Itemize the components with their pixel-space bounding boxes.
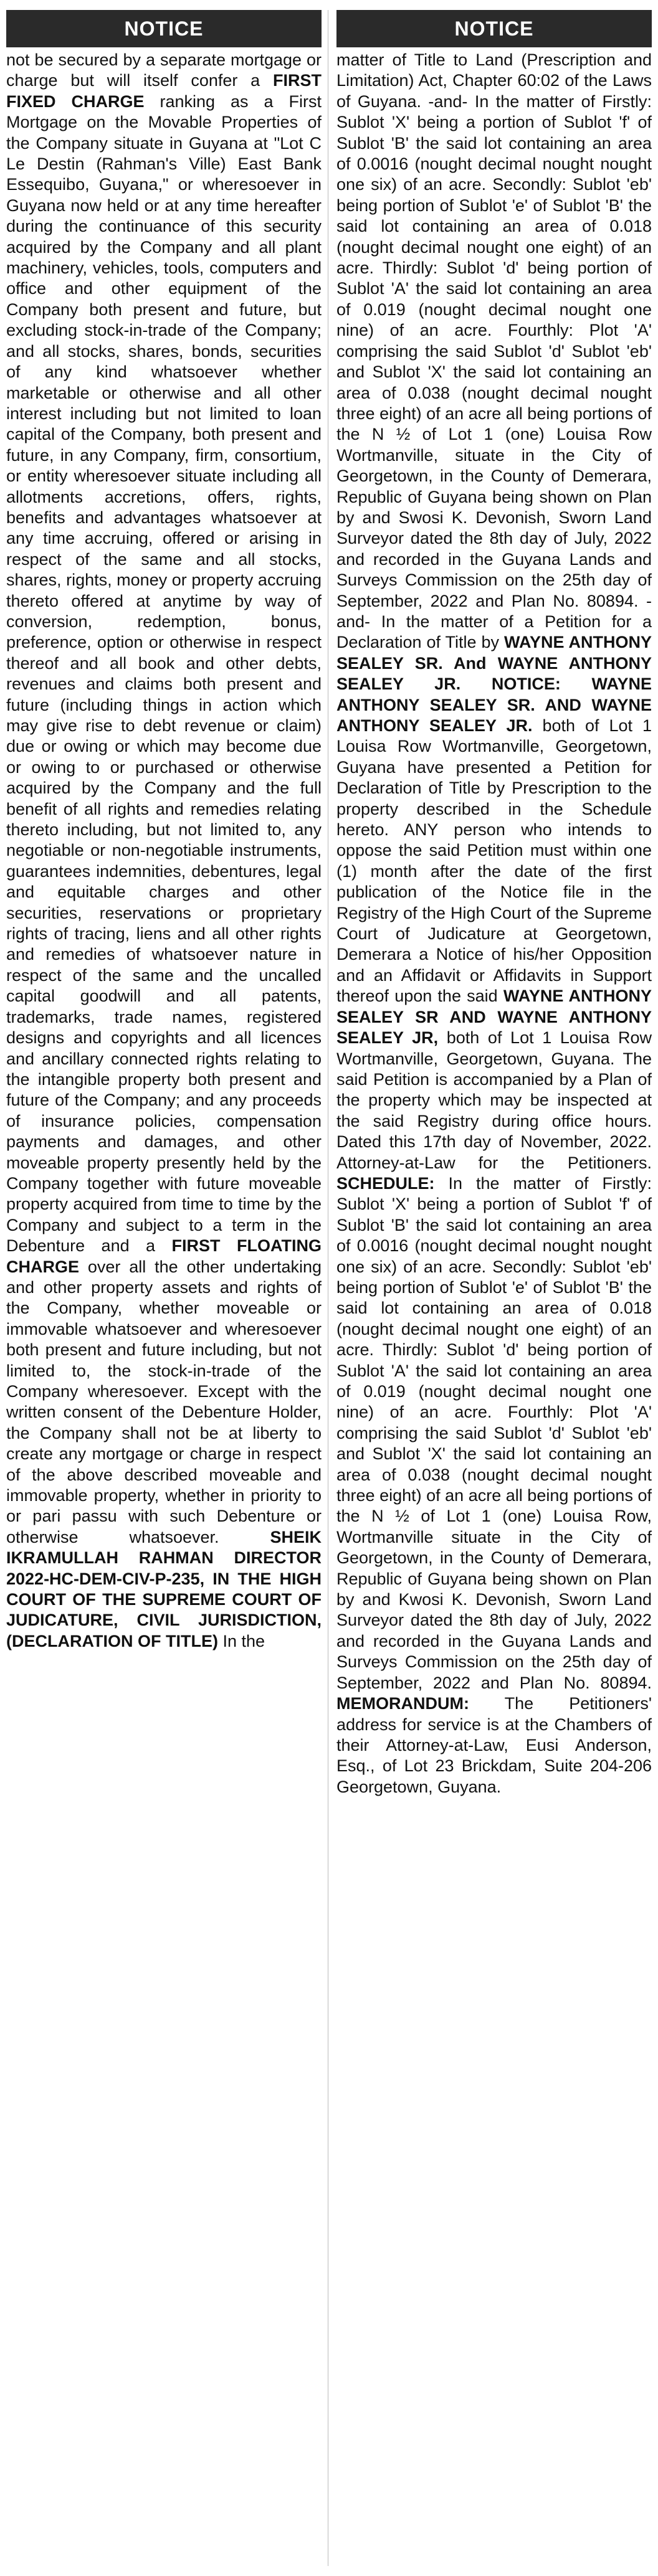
notice-bold-text: FIRST FLOATING CHARGE [6,1236,322,1276]
notice-text: both of Lot 1 Louisa Row Wortmanville, Georgetown, Guyana. The said Petition is accompanied by a Plan of the property which may be inspected at the said Registry during office hours. Dated this 17th day of November, 2022. Attorney-at-Law for the Petitioners. [336,1028,652,1172]
notice-bold-text: FIRST FIXED CHARGE [6,71,322,111]
notice-column-left [6,10,322,2566]
notice-bold-text: SCHEDULE: [336,1173,435,1193]
notice-bold-text: WAYNE ANTHONY SEALEY SR. And WAYNE ANTHONY SEALEY JR. NOTICE: WAYNE ANTHONY SEALEY SR. AND WAYNE ANTHONY SEALEY JR. [336,633,652,735]
notice-bold-text: 2022-HC-DEM-CIV-P-235, IN THE HIGH COURT OF THE SUPREME COURT OF JUDICATURE, CIVIL JURISDICTION, (DECLARATION OF TITLE) [6,1569,322,1650]
notice-header-left: NOTICE [6,10,322,47]
notice-bold-text: SHEIK IKRAMULLAH RAHMAN DIRECTOR [6,1527,322,1568]
notice-text: The Petitioners' address for service is at the Chambers of their Attorney-at-Law, Eusi Anderson, Esq., of Lot 23 Brickdam, Suite 204-206 Georgetown, Guyana. [336,1694,652,1796]
notice-text: matter of Title to Land (Prescription and Limitation) Act, Chapter 60:02 of the Laws of Guyana. -and- In the matter of Firstly: Sublot 'X' being a portion of Sublot 'f' of Sublot 'B' the said lot containing an area of 0.0016 (nought decimal nought nought one six) of an acre. Secondly: Sublot 'eb' being portion of Sublot 'e' of Sublot 'B' the said lot containing an area of 0.018 (nought decimal nought one eight) of an acre. Thirdly: Sublot 'd' being portion of Sublot 'A' the said lot containing an area of 0.019 (nought decimal nought one nine) of an acre. Fourthly: Plot 'A' comprising the said Sublot 'd' Sublot 'eb' and Sublot 'X' the said lot containing an area of 0.038 (nought decimal nought three eight) of an acre all being portions of the N ½ of Lot 1 (one) Louisa Row Wortmanville, situate in the City of Georgetown, in the County of Demerara, Republic of Guyana being shown on Plan by and Swosi K. Devonish, Sworn Land Surveyor dated the 8th day of July, 2022 and recorded in the Guyana Lands and Surveys Commission on the 25th day of September, 2022 and Plan No. 80894. -and- In the matter of a Petition for a Declaration of Title by [336,50,652,652]
notice-text: not be secured by a separate mortgage or charge but will itself confer a [6,50,322,90]
notice-body-right [336,47,652,1797]
notice-text: ranking as a First Mortgage on the Movable Properties of the Company situate in Guyana at "Lot C Le Destin (Rahman's Ville) East Bank Essequibo, Guyana," or wheresoever in Guyana now held or at any time hereafter during the continuance of this security acquired by the Company and all plant machinery, vehicles, tools, computers and office and other equipment of the Company both present and future, but excluding stock-in-trade of the Company; and all stocks, shares, bonds, securities of any kind whatsoever whether marketable or otherwise and all other interest including but not limited to loan capital of the Company, both present and future, in any Company, firm, consortium, or entity wheresoever situate including all allotments accretions, offers, rights, benefits and advantages whatsoever at any time accruing, offered or arising in respect of the same and all stocks, shares, rights, money or property accruing thereto offered at anytime by way of conversion, redemption, bonus, preference, option or otherwise in respect thereof and all book and other debts, revenues and claims both present and future (including things in action which may give rise to debt revenue or claim) due or owing or which may become due or owing to or purchased or otherwise acquired by the Company and the full benefit of all rights and remedies relating thereto including, but not limited to, any negotiable or non-negotiable instruments, guarantees indemnities, debentures, legal and equitable charges and other securities, reservations or proprietary rights of tracing, liens and all other rights and remedies of whatsoever nature in respect of the same and the uncalled capital goodwill and all patents, trademarks, trade names, registered designs and copyrights and all licences and ancillary connected rights relating to the intangible property both present and future of the Company; and any proceeds of insurance policies, compensation payments and damages, and other moveable property presently held by the Company together with future moveable property acquired from time to time by the Company and subject to a term in the Debenture and a [6,92,322,1256]
notice-column-right [336,10,652,2566]
notice-bold-text: WAYNE ANTHONY SEALEY SR AND WAYNE ANTHONY SEALEY JR, [336,987,652,1048]
notice-text: over all the other undertaking and other property assets and rights of the Company, whether moveable or immovable whatsoever and wheresoever both present and future including, but not limited to, the stock-in-trade of the Company wheresoever. Except with the written consent of the Debenture Holder, the Company shall not be at liberty to create any mortgage or charge in respect of the above described moveable and immovable property, whether in priority to or pari passu with such Debenture or otherwise whatsoever. [6,1257,322,1546]
notice-text: both of Lot 1 Louisa Row Wortmanville, Georgetown, Guyana have presented a Petition for Declaration of Title by Prescription to the property described in the Schedule hereto. ANY person who intends to oppose the said Petition must within one (1) month after the date of the first publication of the Notice file in the Registry of the High Court of the Supreme Court of Judicature at Georgetown, Demerara a Notice of his/her Opposition and an Affidavit or Affidavits in Support thereof upon the said [336,716,652,1006]
notice-bold-text: MEMORANDUM: [336,1694,469,1713]
notice-body-left [6,47,322,1652]
notice-header-right: NOTICE [336,10,652,47]
notice-text: In the [217,1631,265,1650]
notice-text: In the matter of Firstly: Sublot 'X' being a portion of Sublot 'f' of Sublot 'B' the said lot containing an area of 0.0016 (nought decimal nought nought one six) of an acre. Secondly: Sublot 'eb' being portion of Sublot 'e' of Sublot 'B' the said lot containing an area of 0.018 (nought decimal nought one eight) of an acre. Thirdly: Sublot 'd' being portion of Sublot 'A' the said lot containing an area of 0.019 (nought decimal nought one nine) of an acre. Fourthly: Plot 'A' comprising the said Sublot 'd' Sublot 'eb' and Sublot 'X' the said lot containing an area of 0.038 (nought decimal nought three eight) of an acre all being portions of the N ½ of Lot 1 (one) Louisa Row, Wortmanville situate in the City of Georgetown, in the County of Demerara, Republic of Guyana being shown on Plan by and Kwosi K. Devonish, Sworn Land Surveyor dated the 8th day of July, 2022 and recorded in the Guyana Lands and Surveys Commission on the 25th day of September, 2022 and Plan No. 80894. [336,1173,652,1692]
